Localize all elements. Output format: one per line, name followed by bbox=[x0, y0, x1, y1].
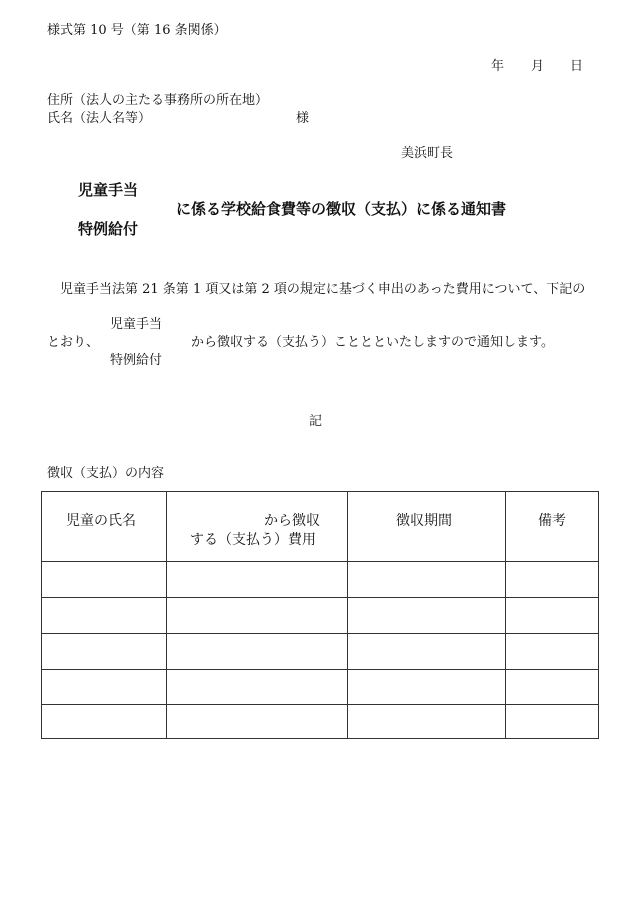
body-option-special-benefit: 特例給付 bbox=[110, 353, 163, 368]
row-divider bbox=[42, 597, 598, 598]
row-divider bbox=[42, 633, 598, 634]
header-remarks: 備考 bbox=[538, 513, 566, 529]
address-label: 住所（法人の主たる事務所の所在地） bbox=[47, 93, 269, 108]
body-line-1: 児童手当法第 21 条第 1 項又は第 2 項の規定に基づく申出のあった費用について、下記の bbox=[60, 282, 586, 297]
date-day-label: 日 bbox=[570, 59, 584, 74]
column-divider bbox=[505, 492, 506, 738]
header-child-name: 児童の氏名 bbox=[66, 513, 136, 529]
date-year-label: 年 bbox=[491, 59, 505, 74]
header-fee-line-2: する（支払う）費用 bbox=[190, 532, 316, 548]
header-divider bbox=[42, 561, 598, 562]
content-table bbox=[41, 491, 599, 739]
title-option-special-benefit: 特例給付 bbox=[78, 220, 139, 238]
body-line-2-suffix: から徴収する（支払う）こととといたしますので通知します。 bbox=[191, 335, 554, 350]
honorific: 様 bbox=[296, 111, 310, 126]
body-option-child-allowance: 児童手当 bbox=[110, 317, 163, 332]
ki-heading: 記 bbox=[309, 414, 323, 429]
form-number: 様式第 10 号（第 16 条関係） bbox=[47, 23, 227, 38]
row-divider bbox=[42, 704, 598, 705]
title-option-child-allowance: 児童手当 bbox=[78, 181, 139, 199]
document-title: に係る学校給食費等の徴収（支払）に係る通知書 bbox=[176, 200, 507, 218]
section-label: 徴収（支払）の内容 bbox=[47, 466, 165, 481]
name-label: 氏名（法人名等） bbox=[47, 111, 152, 126]
row-divider bbox=[42, 669, 598, 670]
body-line-2-prefix: とおり、 bbox=[47, 335, 100, 350]
column-divider bbox=[166, 492, 167, 738]
issuer: 美浜町長 bbox=[401, 146, 454, 161]
date-month-label: 月 bbox=[531, 59, 545, 74]
header-fee-line-1: から徴収 bbox=[264, 513, 320, 529]
header-period: 徴収期間 bbox=[396, 513, 452, 529]
column-divider bbox=[347, 492, 348, 738]
